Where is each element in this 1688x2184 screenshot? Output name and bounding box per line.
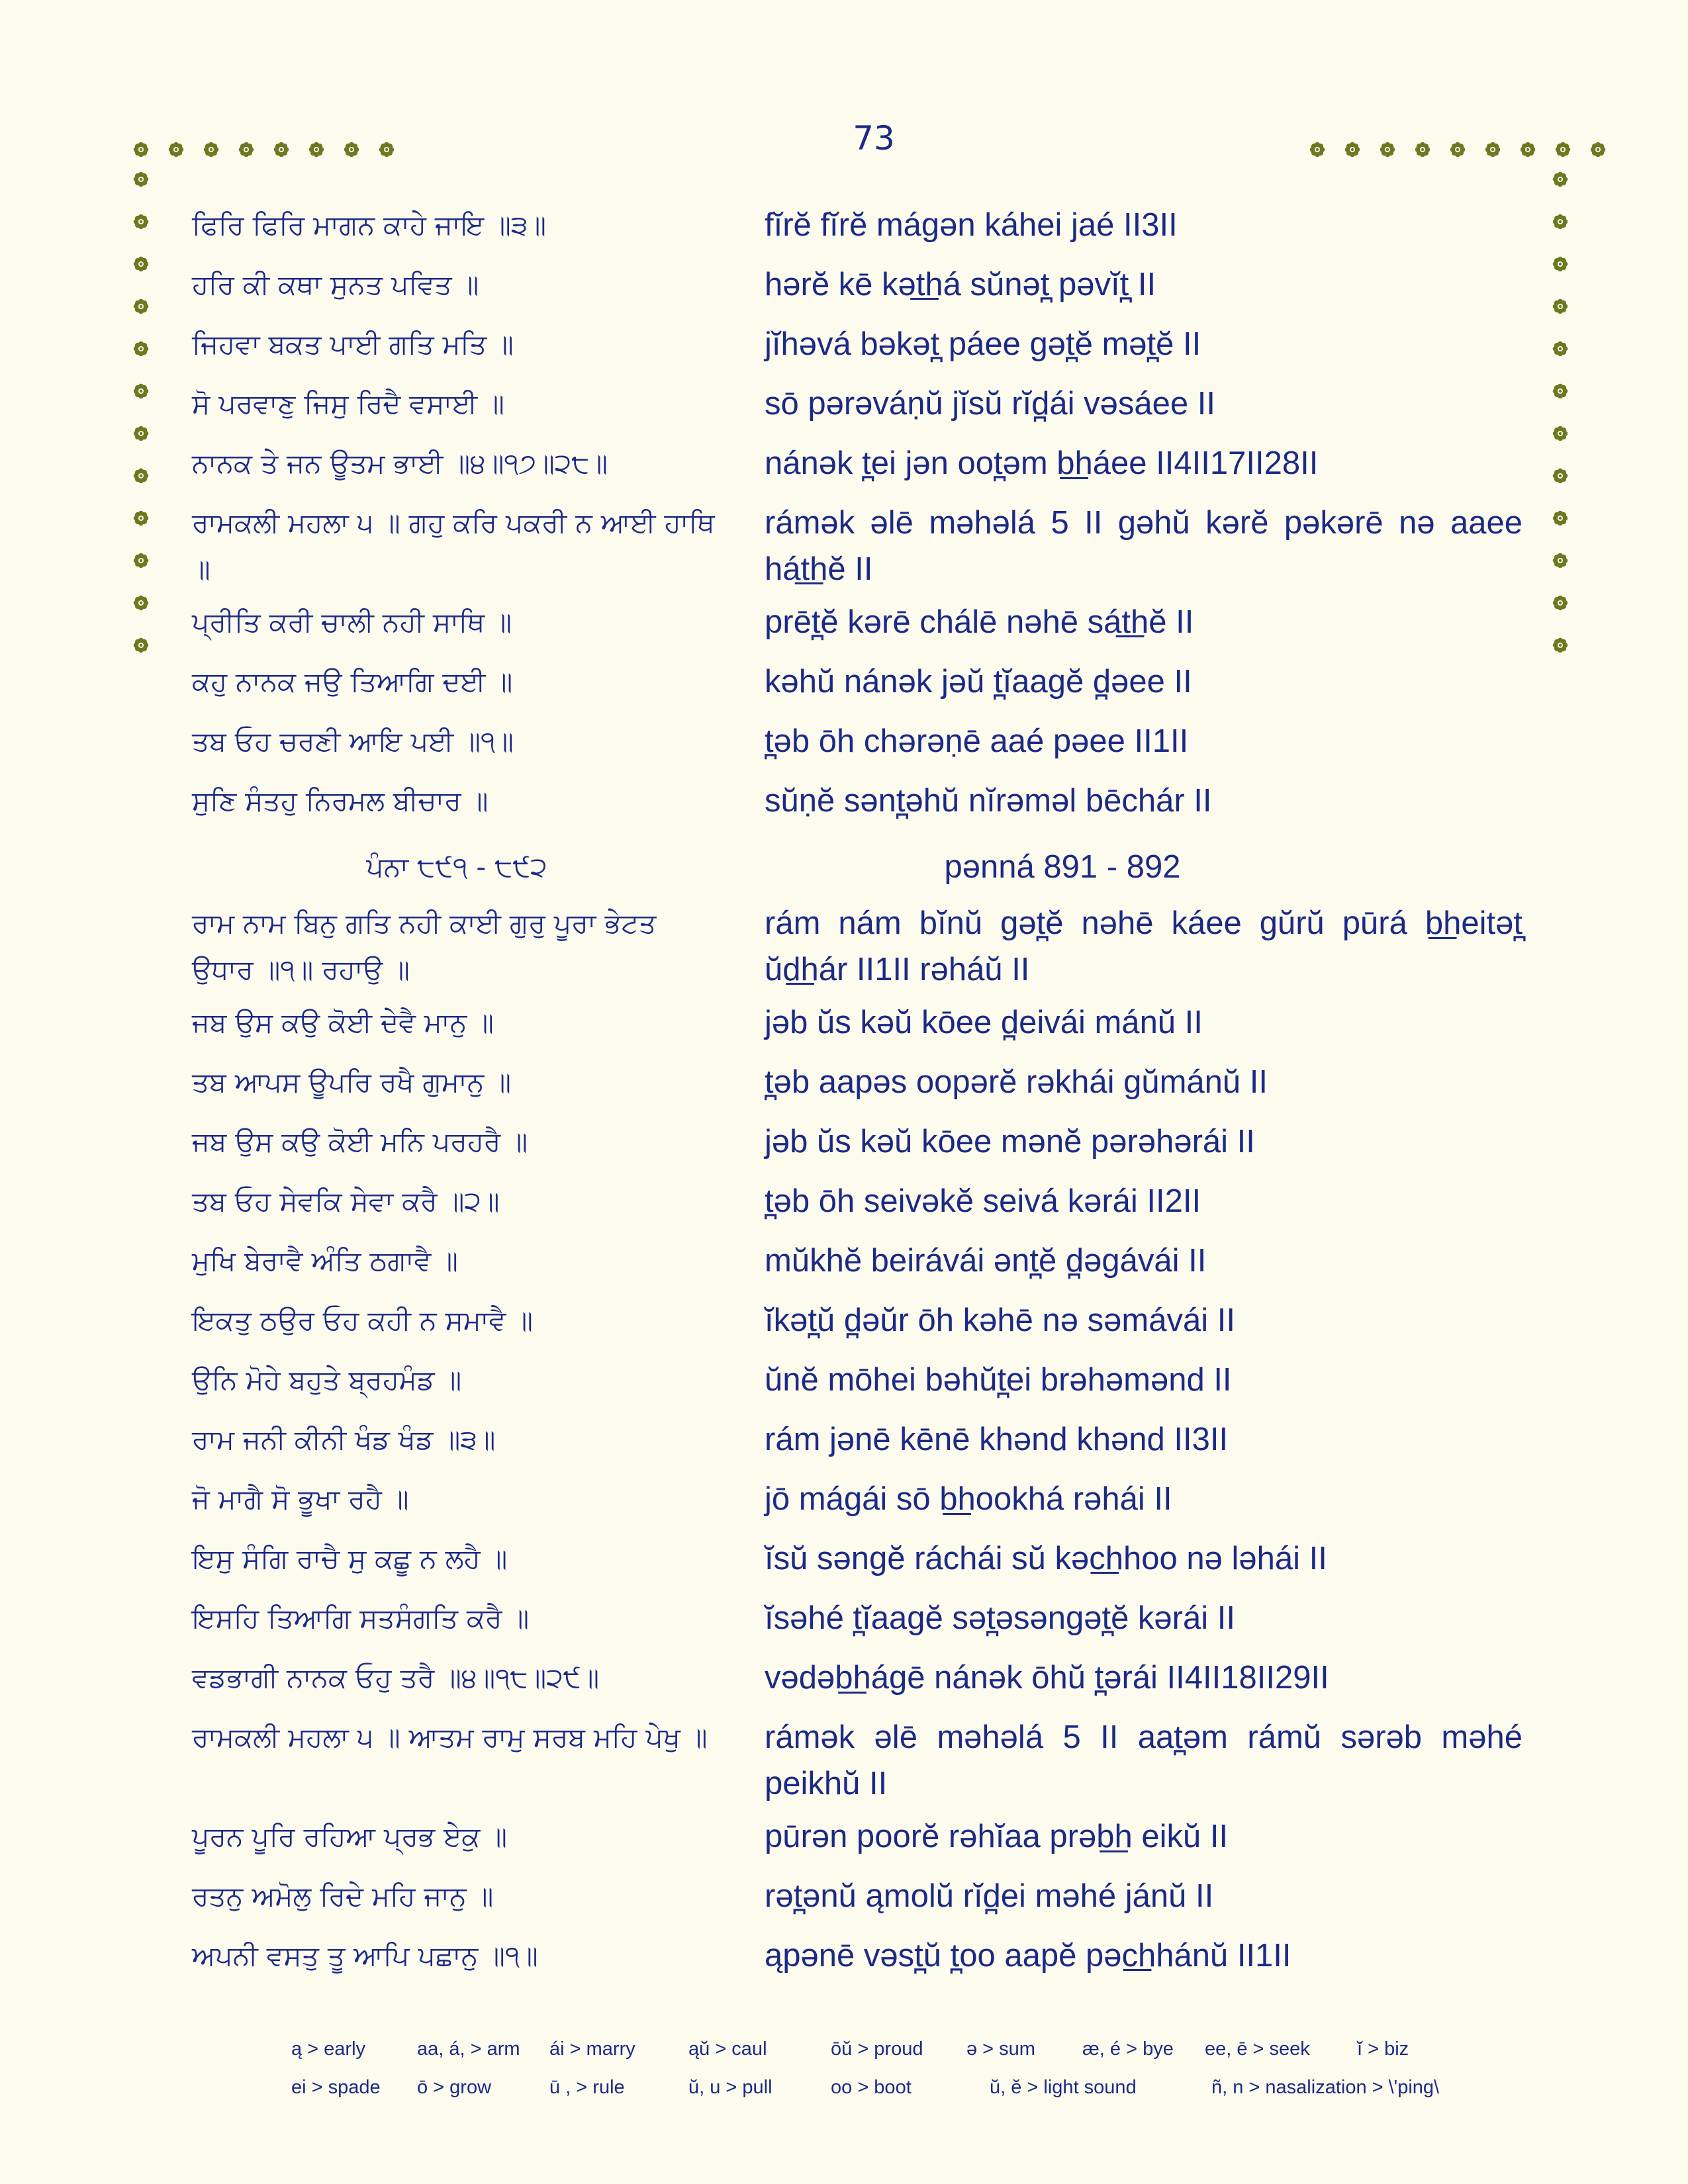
legend-item: ōŭ > proud xyxy=(831,2038,923,2060)
gurmukhi-text: ਜੋ ਮਾਗੈ ਸੋ ਭੂਖਾ ਰਹੈ ॥ xyxy=(192,1483,409,1515)
gurmukhi-text: ਜਿਹਵਾ ਬਕਤ ਪਾਈ ਗਤਿ ਮਤਿ ॥ xyxy=(192,328,514,360)
legend-item: ą > early xyxy=(291,2038,366,2060)
gurmukhi-text: ਪ੍ਰੀਤਿ ਕਰੀ ਚਾਲੀ ਨਹੀ ਸਾਥਿ ॥ xyxy=(192,606,512,638)
transliteration-text: pənná 891 - 892 xyxy=(944,849,1181,885)
transliteration-text: prēt̪ĕ kərē chálē nəhē sát͟hĕ II xyxy=(765,604,1194,640)
gurmukhi-text: ਹਰਿ ਕੀ ਕਥਾ ਸੁਨਤ ਪਵਿਤ ॥ xyxy=(192,269,479,300)
transliteration-text: kəhŭ nánək jəŭ t̪ĭaagĕ d̪əee II xyxy=(765,664,1192,700)
gurmukhi-text: ਰਤਨੁ ਅਮੋਲੁ ਰਿਦੇ ਮਹਿ ਜਾਨੁ ॥ xyxy=(192,1880,494,1912)
legend-item: ū , > rule xyxy=(549,2077,625,2098)
gurmukhi-text: ਜਬ ਉਸ ਕਉ ਕੋਈ ਮਨਿ ਪਰਹਰੈ ॥ xyxy=(192,1126,528,1158)
transliteration-text: ąpənē vəst̪ŭ t̪oo aapĕ pəc͟hhánŭ II1II xyxy=(765,1938,1291,1974)
page-number: 73 xyxy=(853,119,895,158)
legend-item: ō > grow xyxy=(417,2077,492,2098)
legend-item: ái > marry xyxy=(549,2038,635,2060)
transliteration-text: ŭnĕ mōhei bəhŭt̪ei brəhəmənd II xyxy=(765,1362,1232,1398)
legend-item: ąŭ > caul xyxy=(688,2038,767,2060)
gurmukhi-text: ਰਾਮਕਲੀ ਮਹਲਾ ੫ ॥ ਆਤਮ ਰਾਮੁ ਸਰਬ ਮਹਿ ਪੇਖੁ ॥ xyxy=(192,1721,708,1753)
transliteration-text: fĭrĕ fĭrĕ mágən káhei jaé II3II xyxy=(765,207,1178,243)
gurmukhi-text: ਪੰਨਾ ੮੯੧ - ੮੯੨ xyxy=(366,851,547,883)
legend-item: ə > sum xyxy=(966,2038,1035,2060)
gurmukhi-text: ਤਬ ਆਪਸ ਊਪਰਿ ਰਖੈ ਗੁਮਾਨੁ ॥ xyxy=(192,1066,511,1098)
gurmukhi-text: ਕਹੁ ਨਾਨਕ ਜਉ ਤਿਆਗਿ ਦਈ ॥ xyxy=(192,666,513,698)
transliteration-text: nánək t̪ei jən oot̪əm b͟háee II4II17II28II xyxy=(765,445,1319,481)
transliteration-text: ĭkət̪ŭ d̪əŭr ōh kəhē nə səmávái II xyxy=(765,1302,1235,1338)
legend-item: ŭ, u > pull xyxy=(688,2077,773,2098)
transliteration-text: sō pərəváṇŭ jĭsŭ rĭd̪ái vəsáee II xyxy=(765,386,1215,422)
gurmukhi-text: ਮੁਖਿ ਬੇਰਾਵੈ ਅੰਤਿ ਠਗਾਵੈ ॥ xyxy=(192,1245,458,1277)
transliteration-text: vədəb͟hágē nánək ōhŭ t̪ərái II4II18II29II xyxy=(765,1660,1329,1696)
legend-item: ŭ, ĕ > light sound xyxy=(990,2077,1137,2098)
transliteration-text: hərĕ kē kət͟há sŭnət̪ pəvĭt̪ II xyxy=(765,267,1156,302)
transliteration-text: jəb ŭs kəŭ kōee mənĕ pərəhərái II xyxy=(765,1124,1255,1160)
transliteration-text: ĭsəhé t̪ĭaagĕ sət̪əsəngət̪ĕ kərái II xyxy=(765,1600,1235,1636)
gurmukhi-text: ਤਬ ਓਹ ਚਰਣੀ ਆਇ ਪਈ ॥੧॥ xyxy=(192,725,514,757)
gurmukhi-text: ਸੋ ਪਰਵਾਣੁ ਜਿਸੁ ਰਿਦੈ ਵਸਾਈ ॥ xyxy=(192,388,504,420)
transliteration-text: t̪əb ōh chərəṇē aaé pəee II1II xyxy=(765,723,1189,759)
gurmukhi-text: ਰਾਮ ਨਾਮ ਬਿਨੁ ਗਤਿ ਨਹੀ ਕਾਈ ਗੁਰੁ ਪੂਰਾ ਭੇਟਤ ਉਧਾਰ ॥੧॥ ਰਹਾਉ ॥ xyxy=(192,907,657,985)
gurmukhi-text: ਰਾਮ ਜਨੀ ਕੀਨੀ ਖੰਡ ਖੰਡ ॥੩॥ xyxy=(192,1424,496,1455)
gurmukhi-text: ਇਸਹਿ ਤਿਆਗਿ ਸਤਸੰਗਤਿ ਕਰੈ ॥ xyxy=(192,1602,530,1634)
gurmukhi-text: ਤਬ ਓਹ ਸੇਵਕਿ ਸੇਵਾ ਕਰੈ ॥੨॥ xyxy=(192,1185,500,1217)
gurmukhi-text: ਫਿਰਿ ਫਿਰਿ ਮਾਗਨ ਕਾਹੇ ਜਾਇ ॥੩॥ xyxy=(192,209,546,241)
transliteration-text: rət̪ənŭ ąmolŭ rĭd̪ei məhé jánŭ II xyxy=(765,1878,1214,1914)
transliteration-text: jəb ŭs kəŭ kōee d̪eivái mánŭ II xyxy=(765,1005,1203,1040)
legend-item: ee, ē > seek xyxy=(1205,2038,1310,2060)
transliteration-text: jō mágái sō b͟hookhá rəhái II xyxy=(765,1481,1172,1517)
transliteration-text: ĭsŭ səngĕ ráchái sŭ kəc͟hhoo nə ləhái II xyxy=(765,1541,1327,1576)
legend-item: æ, é > bye xyxy=(1082,2038,1174,2060)
legend-item: aa, á, > arm xyxy=(417,2038,520,2060)
transliteration-text: mŭkhĕ beirávái ənt̪ĕ d̪əgávái II xyxy=(765,1243,1207,1279)
transliteration-text: sŭṇĕ sənt̪əhŭ nĭrəməl bēchár II xyxy=(765,783,1212,819)
gurmukhi-text: ਜਬ ਉਸ ਕਉ ਕੋਈ ਦੇਵੈ ਮਾਨੁ ॥ xyxy=(192,1007,494,1038)
legend-item: ñ, n > nasalization > \'ping\ xyxy=(1211,2077,1440,2098)
gurmukhi-text: ਵਡਭਾਗੀ ਨਾਨਕ ਓਹੁ ਤਰੈ ॥੪॥੧੮॥੨੯॥ xyxy=(192,1662,600,1694)
transliteration-text: jĭhəvá bəkət̪ páee gət̪ĕ mət̪ĕ II xyxy=(765,326,1201,362)
transliteration-text: t̪əb aapəs oopərĕ rəkhái gŭmánŭ II xyxy=(765,1064,1268,1100)
gurmukhi-text: ਇਸੁ ਸੰਗਿ ਰਾਚੈ ਸੁ ਕਛੂ ਨ ਲਹੈ ॥ xyxy=(192,1543,508,1574)
gurmukhi-text: ਪੂਰਨ ਪੂਰਿ ਰਹਿਆ ਪ੍ਰਭ ਏਕੁ ॥ xyxy=(192,1821,507,1852)
gurmukhi-text: ਇਕਤੁ ਠਉਰ ਓਹ ਕਹੀ ਨ ਸਮਾਵੈ ॥ xyxy=(192,1304,533,1336)
legend-item: oo > boot xyxy=(831,2077,912,2098)
transliteration-text: t̪əb ōh seivəkĕ seivá kərái II2II xyxy=(765,1183,1201,1219)
legend-item: ĭ > biz xyxy=(1357,2038,1409,2060)
transliteration-text: rám jənē kēnē khənd khənd II3II xyxy=(765,1422,1229,1457)
gurmukhi-text: ਰਾਮਕਲੀ ਮਹਲਾ ੫ ॥ ਗਹੁ ਕਰਿ ਪਕਰੀ ਨ ਆਈ ਹਾਥਿ ॥ xyxy=(192,507,715,585)
gurmukhi-text: ਅਪਨੀ ਵਸਤੁ ਤੂ ਆਪਿ ਪਛਾਨੁ ॥੧॥ xyxy=(192,1940,538,1972)
transliteration-text: rámək əlē məhəlá 5 II aat̪əm rámŭ sərəb məhé peikhŭ II xyxy=(765,1719,1523,1801)
transliteration-text: rámək əlē məhəlá 5 II gəhŭ kərĕ pəkərē nə aaee hát͟hĕ II xyxy=(765,505,1523,587)
gurmukhi-text: ਸੁਣਿ ਸੰਤਹੁ ਨਿਰਮਲ ਬੀਚਾਰ ॥ xyxy=(192,785,489,817)
gurmukhi-text: ਉਨਿ ਮੋਹੇ ਬਹੁਤੇ ਬ੍ਰਹਮੰਡ ॥ xyxy=(192,1364,462,1396)
legend-item: ei > spade xyxy=(291,2077,381,2098)
transliteration-text: rám nám bĭnŭ gət̪ĕ nəhē káee gŭrŭ pūrá b͟heitət̪ ŭd͟hár II1II rəháŭ II xyxy=(765,905,1523,987)
gurmukhi-text: ਨਾਨਕ ਤੇ ਜਨ ਊਤਮ ਭਾਈ ॥੪॥੧੭॥੨੮॥ xyxy=(192,447,608,479)
transliteration-text: pūrən poorĕ rəhĭaa prəb͟h eikŭ II xyxy=(765,1819,1229,1854)
